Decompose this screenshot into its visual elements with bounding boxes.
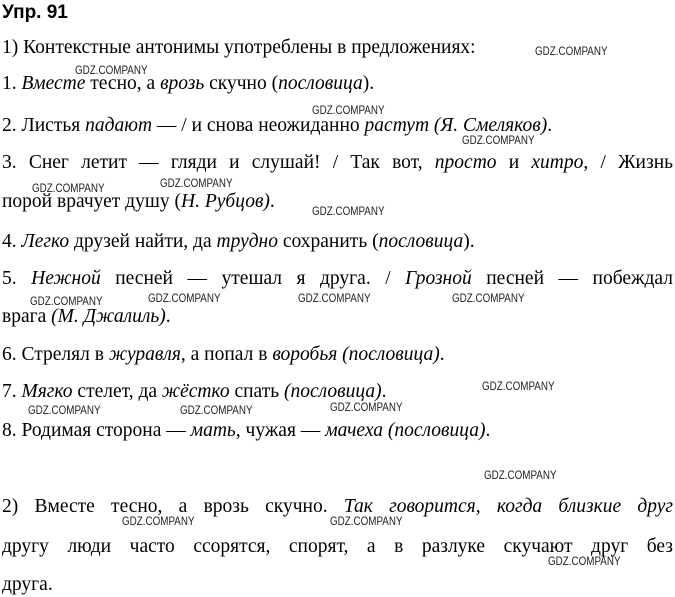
watermark-text: GDZ.COMPANY bbox=[452, 291, 525, 305]
watermark-text: GDZ.COMPANY bbox=[32, 181, 105, 195]
item-number: 2. bbox=[2, 115, 22, 136]
text-fragment: . bbox=[269, 191, 275, 212]
text-fragment: стелет, да bbox=[72, 381, 162, 402]
italic-fragment: Вместе bbox=[21, 73, 86, 94]
italic-fragment: пословица bbox=[378, 231, 464, 252]
text-fragment: врага bbox=[2, 306, 52, 327]
item-line-5 bbox=[2, 230, 475, 254]
text-fragment: песней — побеждал bbox=[471, 268, 673, 289]
text-fragment: тесно, а bbox=[85, 73, 161, 94]
watermark-text: GDZ.COMPANY bbox=[330, 514, 403, 528]
italic-fragment: Мягко bbox=[21, 381, 73, 402]
watermark-text: GDZ.COMPANY bbox=[462, 133, 535, 147]
text-fragment: Снег летит — гляди и слушай! / Так вот, bbox=[28, 152, 435, 173]
watermark-text: GDZ.COMPANY bbox=[482, 379, 555, 393]
text-fragment: ). bbox=[463, 231, 475, 252]
watermark-text: GDZ.COMPANY bbox=[30, 294, 103, 308]
watermark-text: GDZ.COMPANY bbox=[484, 468, 557, 482]
watermark-text: GDZ.COMPANY bbox=[148, 291, 221, 305]
item-line-10 bbox=[2, 419, 490, 443]
italic-fragment: Легко bbox=[21, 231, 70, 252]
italic-fragment: Грозной bbox=[405, 268, 472, 289]
text-fragment: и bbox=[496, 152, 532, 173]
text-fragment: . bbox=[165, 306, 171, 327]
text-fragment: Стрелял в bbox=[21, 344, 109, 365]
italic-fragment: просто bbox=[434, 152, 497, 173]
watermark-text: GDZ.COMPANY bbox=[535, 44, 608, 58]
item-line-1 bbox=[2, 72, 374, 96]
text-fragment: спать bbox=[229, 381, 284, 402]
intro-text: 1) Контекстные антонимы употреблены в предложениях: bbox=[2, 37, 476, 58]
watermark-text: GDZ.COMPANY bbox=[75, 63, 148, 77]
italic-fragment: Н. Рубцов) bbox=[181, 191, 270, 212]
watermark-text: GDZ.COMPANY bbox=[330, 400, 403, 414]
item-number: 4. bbox=[2, 231, 22, 252]
watermark-text: GDZ.COMPANY bbox=[312, 204, 385, 218]
part2-line1-italic: Так говорится, когда близкие друг bbox=[343, 496, 674, 517]
text-fragment: порой врачует душу ( bbox=[2, 191, 181, 212]
item-number: 6. bbox=[2, 344, 22, 365]
watermark-text: GDZ.COMPANY bbox=[28, 403, 101, 417]
exercise-title: Упр. 91 bbox=[2, 2, 68, 23]
text-fragment: . bbox=[381, 381, 387, 402]
italic-fragment: хитро bbox=[531, 152, 584, 173]
item-line-3 bbox=[2, 151, 673, 175]
item-number: 8. bbox=[2, 420, 22, 441]
italic-fragment: трудно bbox=[216, 231, 278, 252]
watermark-text: GDZ.COMPANY bbox=[180, 403, 253, 417]
text-fragment: друзей найти, да bbox=[69, 231, 217, 252]
text-fragment: сохранить ( bbox=[277, 231, 379, 252]
italic-fragment: пословица bbox=[278, 73, 363, 94]
italic-fragment: врозь bbox=[160, 73, 205, 94]
part2-line1-normal: 2) Вместе тесно, а врозь скучно. bbox=[2, 496, 328, 517]
italic-fragment: падают bbox=[85, 115, 153, 136]
item-line-9 bbox=[2, 380, 386, 404]
watermark-text: GDZ.COMPANY bbox=[160, 176, 233, 190]
text-fragment: . bbox=[439, 344, 445, 365]
text-fragment: , / Жизнь bbox=[583, 152, 674, 173]
italic-fragment: Нежной bbox=[31, 268, 101, 289]
item-line-8 bbox=[2, 343, 445, 367]
text-fragment: . bbox=[485, 420, 491, 441]
text-fragment: , а попал в bbox=[180, 344, 273, 365]
italic-fragment: (пословица) bbox=[283, 381, 382, 402]
item-number: 5. bbox=[2, 268, 32, 289]
text-fragment: ). bbox=[362, 73, 375, 94]
italic-fragment: (М. Джалиль) bbox=[51, 306, 166, 327]
text-fragment: Родимая сторона — bbox=[21, 420, 191, 441]
item-number: 1. bbox=[2, 73, 22, 94]
watermark-text: GDZ.COMPANY bbox=[122, 514, 195, 528]
watermark-text: GDZ.COMPANY bbox=[298, 291, 371, 305]
watermark-text: GDZ.COMPANY bbox=[548, 554, 621, 568]
watermark-text: GDZ.COMPANY bbox=[312, 103, 385, 117]
italic-fragment: растут (Я. Смеляков) bbox=[364, 115, 548, 136]
italic-fragment: журавля bbox=[108, 344, 181, 365]
text-fragment: Листья bbox=[21, 115, 86, 136]
italic-fragment: мать bbox=[190, 420, 236, 441]
text-fragment: , чужая — bbox=[235, 420, 326, 441]
italic-fragment: жёстко bbox=[161, 381, 230, 402]
part2-line3: друга. bbox=[2, 574, 53, 595]
italic-fragment: мачеха (пословица) bbox=[325, 420, 486, 441]
item-line-6 bbox=[2, 267, 673, 291]
item-number: 7. bbox=[2, 381, 22, 402]
item-number: 3. bbox=[2, 152, 29, 173]
text-fragment: . bbox=[547, 115, 553, 136]
text-fragment: песней — утешал я друга. / bbox=[100, 268, 406, 289]
item-line-7 bbox=[2, 305, 171, 329]
part2-line2: другу люди часто ссорятся, спорят, а в разлуке скучают друг без bbox=[2, 536, 673, 557]
italic-fragment: воробья (пословица) bbox=[272, 344, 440, 365]
text-fragment: — / и снова неожиданно bbox=[152, 115, 365, 136]
text-fragment: скучно ( bbox=[204, 73, 279, 94]
